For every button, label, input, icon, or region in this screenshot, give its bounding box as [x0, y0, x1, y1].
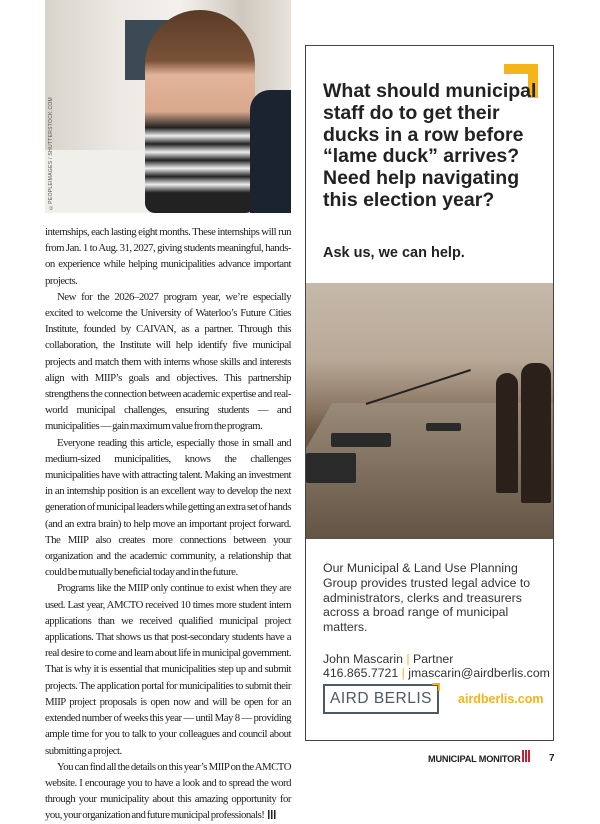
paragraph-last	[45, 759, 291, 824]
photo-mic-base	[426, 423, 461, 431]
municipal-monitor-logo-icon	[522, 750, 531, 762]
ad-headline: What should municipal staff do to get their ducks in a row before “lame duck” arrives? Need help navigating this election year?	[323, 80, 537, 211]
photo-chair	[496, 373, 518, 493]
photo-mic	[366, 369, 471, 405]
paragraph-text: You can find all the details on this year’s MIIP on the AMCTO website. I encourage you to have a look and to spread the word through your municipality about this amazing opportunity for you, your organization and future municipal professionals!	[45, 760, 291, 822]
photo-chair	[521, 363, 551, 503]
ad-photo-meeting-room	[306, 283, 553, 539]
article-photo-woman-smiling	[45, 0, 291, 213]
ad-body: Our Municipal & Land Use Planning Group provides trusted legal advice to administrators, clerks and treasurers across a broad range of municipal matters.	[323, 561, 531, 635]
paragraph: internships, each lasting eight months. These internships will run from Jan. 1 to Aug. 31, 2027, giving students meaningful, hands-on experience while helping municipalities advance important projects.	[45, 226, 291, 287]
page-number: 7	[549, 753, 555, 764]
paragraph: New for the 2026–2027 program year, we’re especially excited to welcome the University of Waterloo’s Future Cities Institute, founded by CAIVAN, as a partner. Through this collaboration, the Institute will help identify five municipal projects and match them with interns whose skills and interests align with MIIP’s goals and objectives. This partnership strengthens the connection between academic expertise and real-world municipal challenges, ensuring students — and municipalities — gain maximum value from the program.	[45, 290, 291, 433]
aird-berlis-logo	[323, 684, 439, 714]
ad-subhead: Ask us, we can help.	[323, 245, 465, 261]
paragraph: Everyone reading this article, especially those in small and medium-sized municipalities, knows the challenges municipalities have with attracting talent. Making an investment in an internship position is an excellent way to develop the next generation of municipal leaders while getting an extra set of hands (and an extra brain) to help move an important project forward. The MIIP also creates more connections between your organization and the academic community, a relationship that could be mutually beneficial today and in the future.	[45, 436, 291, 579]
ad-website-link[interactable]: airdberlis.com	[458, 692, 544, 706]
logo-text: AIRD BERLIS	[330, 690, 432, 707]
contact-title: Partner	[413, 652, 454, 666]
aird-berlis-advertisement[interactable]	[305, 45, 554, 741]
contact-phone[interactable]: 416.865.7721	[323, 666, 399, 680]
ad-contact: John Mascarin | Partner 416.865.7721 | jmascarin@airdberlis.com	[323, 652, 550, 680]
footer-publication: MUNICIPAL MONITOR	[428, 754, 521, 764]
article-body	[45, 224, 291, 824]
photo-mic-base	[331, 433, 391, 447]
photo-chair	[250, 90, 291, 213]
photo-credit: ©PEOPLEIMAGES / SHUTTERSTOCK.COM	[48, 96, 54, 210]
paragraph: Programs like the MIIP only continue to exist when they are used. Last year, AMCTO received 10 times more student intern applications than we received qualified municipal project applications. That shows us that post-secondary students have a real desire to come and learn about life in municipal government. That is why it is essential that municipalities step up and submit projects. The application portal for municipalities to submit their MIIP project proposals is open now and will be open for an extended number of weeks this year — until May 8 — providing ample time for you to talk to your colleagues and council about submitting a project.	[45, 582, 291, 757]
photo-person	[145, 10, 255, 213]
photo-mic-base	[306, 453, 356, 483]
contact-name: John Mascarin	[323, 652, 403, 666]
end-mark-icon	[268, 810, 276, 819]
contact-email[interactable]: jmascarin@airdberlis.com	[408, 666, 550, 680]
logo-corner-icon	[432, 683, 440, 691]
